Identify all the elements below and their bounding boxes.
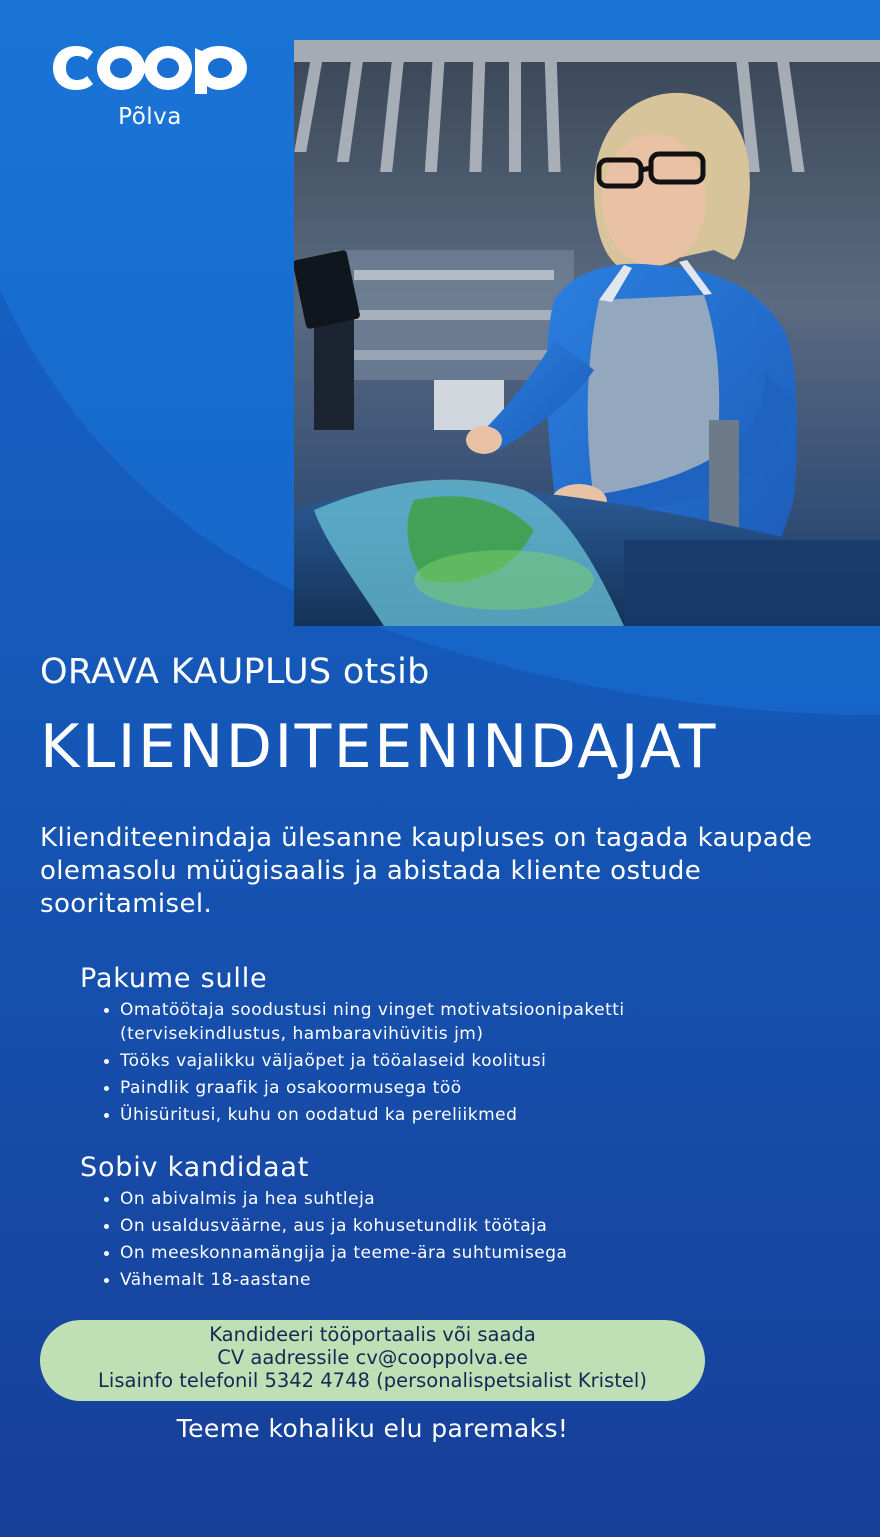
- apply-email-line[interactable]: CV aadressile cv@cooppolva.ee: [217, 1346, 528, 1369]
- offer-item-line: Omatöötaja soodustusi ning vinget motivatsioonipaketti: [120, 1000, 625, 1020]
- intro-line: Klienditeenindaja ülesanne kaupluses on tagada kaupade: [40, 823, 813, 853]
- offer-list-item: [102, 1076, 760, 1100]
- candidate-list-item: Vähemalt 18-aastane: [102, 1268, 760, 1292]
- intro-line: sooritamisel.: [40, 889, 213, 919]
- candidate-list-item: On abivalmis ja hea suhtleja: [102, 1187, 760, 1211]
- intro-paragraph: [40, 822, 850, 921]
- coop-logo-icon: [52, 42, 248, 94]
- offer-list-item: [102, 1103, 760, 1127]
- candidate-heading: Sobiv kandidaat: [80, 1152, 310, 1183]
- slogan: Teeme kohaliku elu paremaks!: [176, 1414, 569, 1443]
- store-hiring-line: ORAVA KAUPLUS otsib: [40, 652, 430, 692]
- offer-heading: Pakume sulle: [80, 963, 268, 994]
- coop-logo: [52, 42, 248, 138]
- candidate-list-item: On meeskonnamängija ja teeme-ära suhtumisega: [102, 1241, 760, 1265]
- candidate-section: [80, 1151, 760, 1295]
- job-title: KLIENDITEENINDAJAT: [40, 712, 718, 782]
- offer-list: [102, 998, 760, 1127]
- apply-info-box: [40, 1320, 705, 1401]
- offer-item-line: Ühisüritusi, kuhu on oodatud ka pereliikmed: [120, 1105, 518, 1125]
- store-location: Põlva: [118, 104, 182, 130]
- offer-item-line: Paindlik graafik ja osakoormusega töö: [120, 1078, 462, 1098]
- offer-list-item: [102, 1049, 760, 1073]
- apply-phone-line[interactable]: Lisainfo telefonil 5342 4748 (personalispetsialist Kristel): [98, 1369, 647, 1392]
- intro-line: olemasolu müügisaalis ja abistada kliente ostude: [40, 856, 702, 886]
- candidate-list-item: On usaldusväärne, aus ja kohusetundlik töötaja: [102, 1214, 760, 1238]
- offer-section: [80, 962, 760, 1130]
- store-cashier-photo-icon: [294, 40, 880, 626]
- apply-line: Kandideeri tööportaalis või saada: [209, 1323, 536, 1346]
- candidate-list: [102, 1187, 760, 1292]
- offer-item-line: (tervisekindlustus, hambaravihüvitis jm): [120, 1024, 484, 1044]
- offer-list-item: [102, 998, 760, 1046]
- offer-item-line: Tööks vajalikku väljaõpet ja tööalaseid koolitusi: [120, 1051, 547, 1071]
- cashier-photo: [294, 40, 880, 626]
